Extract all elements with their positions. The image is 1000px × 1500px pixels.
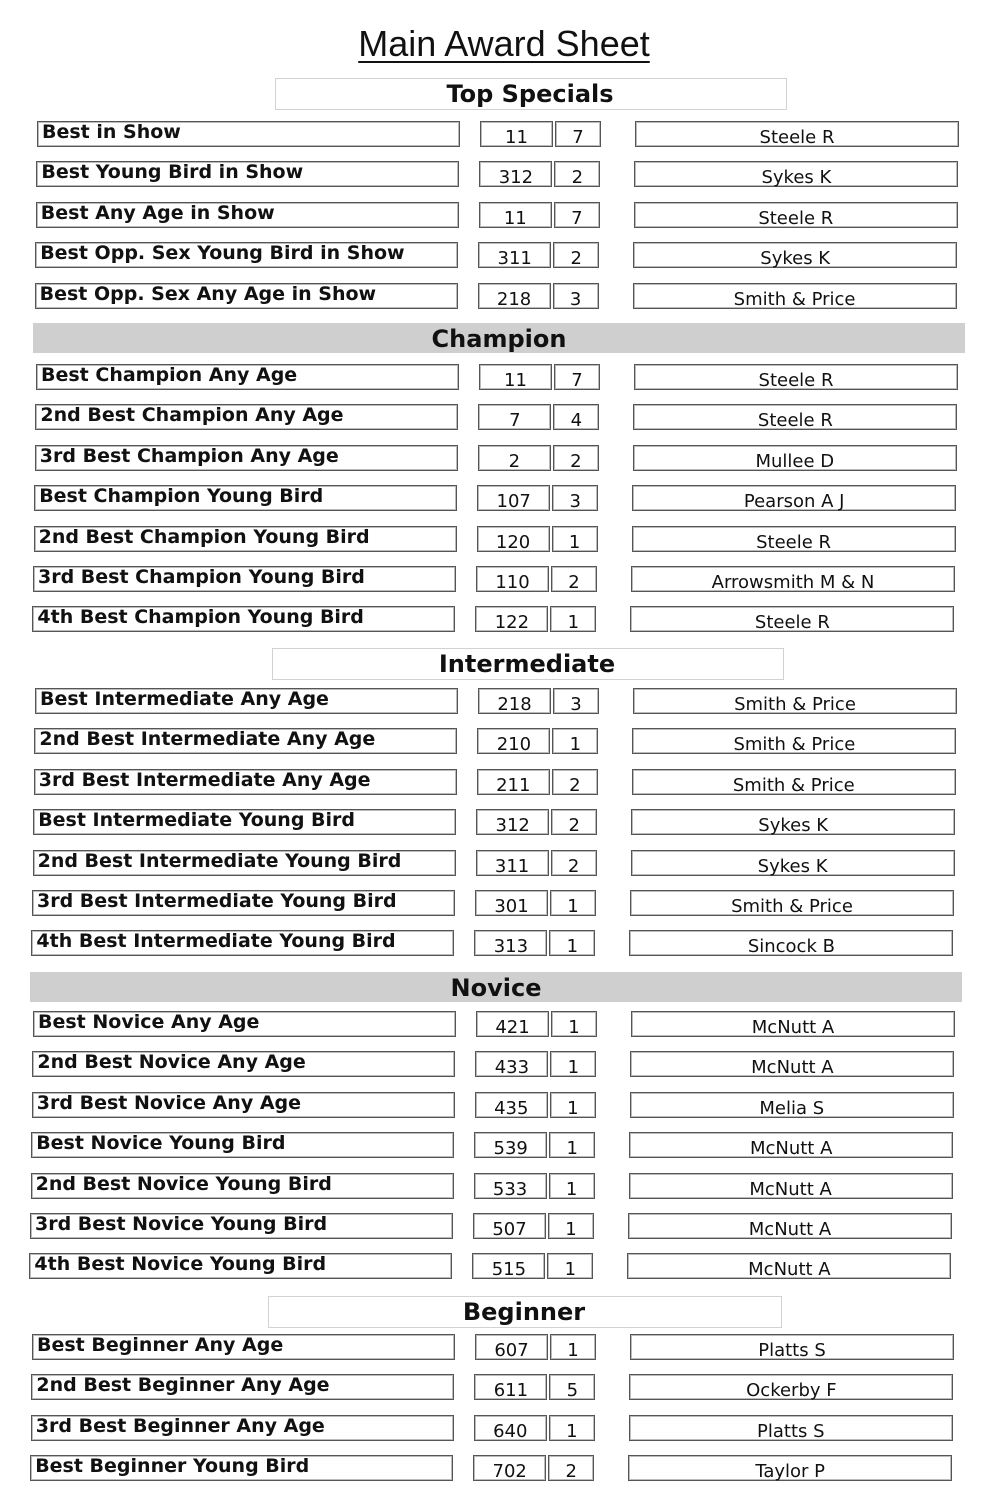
class-position: 2 [570, 248, 582, 270]
award-label: 3rd Best Novice Young Bird [35, 1213, 328, 1235]
class-position-cell [553, 445, 599, 471]
winner-cell [629, 930, 953, 956]
winner-cell [633, 404, 957, 430]
award-label-cell [33, 850, 456, 876]
class-position: 5 [566, 1380, 579, 1402]
award-label-cell [35, 404, 458, 430]
award-label-cell [36, 364, 459, 390]
award-label-cell [29, 1253, 452, 1279]
award-label-cell [35, 688, 458, 714]
winner-name: Melia S [759, 1097, 825, 1119]
award-label: Best Intermediate Young Bird [38, 809, 355, 832]
pen-number-cell [478, 242, 551, 268]
class-position-cell [553, 242, 599, 268]
pen-number-cell [478, 445, 551, 471]
award-row [30, 1455, 960, 1483]
award-label-cell [30, 1455, 453, 1481]
winner-name: McNutt A [751, 1057, 834, 1079]
pen-number: 311 [494, 855, 530, 877]
award-label: 2nd Best Novice Young Bird [35, 1172, 332, 1195]
class-position: 1 [566, 1420, 578, 1442]
class-position: 4 [570, 410, 583, 432]
class-position-cell [548, 1213, 594, 1239]
class-position: 1 [567, 1340, 579, 1361]
pen-number-cell [477, 526, 550, 552]
class-position-cell [549, 1415, 595, 1441]
winner-cell [629, 1132, 953, 1158]
class-position: 1 [565, 1219, 577, 1240]
pen-number: 218 [497, 694, 532, 715]
award-label: Best Champion Any Age [41, 364, 298, 386]
pen-number: 301 [494, 896, 529, 917]
award-label-cell [31, 930, 454, 956]
class-position: 2 [568, 572, 580, 593]
pen-number: 11 [504, 370, 527, 391]
section-title-novice: Novice [450, 974, 542, 1002]
class-position: 7 [571, 207, 583, 229]
class-position-cell [553, 283, 599, 309]
winner-cell [634, 202, 958, 228]
award-label-cell [34, 728, 457, 754]
award-row [33, 809, 963, 837]
winner-name: Arrowsmith M & N [711, 572, 875, 593]
award-label: 3rd Best Beginner Any Age [35, 1414, 325, 1437]
winner-cell [630, 1051, 954, 1077]
class-position: 1 [566, 936, 579, 958]
winner-cell [629, 1415, 953, 1441]
winner-cell [632, 526, 956, 552]
class-position: 1 [568, 1017, 580, 1038]
class-position-cell [550, 606, 596, 632]
class-position: 7 [571, 370, 583, 391]
pen-number: 607 [494, 1340, 529, 1361]
award-row [35, 688, 965, 716]
winner-name: Sincock B [747, 936, 835, 958]
pen-number: 640 [493, 1420, 528, 1442]
award-label: 4th Best Intermediate Young Bird [36, 930, 396, 953]
pen-number-cell [478, 283, 551, 309]
pen-number-cell [478, 688, 551, 714]
award-label: Best Champion Young Bird [39, 485, 324, 508]
winner-name: Pearson A J [743, 491, 845, 513]
award-label-cell [31, 1132, 454, 1158]
award-label: 2nd Best Intermediate Any Age [39, 728, 376, 751]
pen-number: 211 [496, 774, 531, 796]
pen-number-cell [475, 1334, 548, 1360]
class-position-cell [554, 364, 600, 390]
pen-number: 311 [497, 248, 532, 270]
winner-cell [627, 1253, 951, 1279]
award-label-cell [32, 1092, 455, 1118]
pen-number: 507 [492, 1219, 527, 1240]
pen-number-cell [474, 1132, 547, 1158]
award-label: 3rd Best Champion Young Bird [38, 566, 365, 588]
winner-name: Platts S [758, 1340, 826, 1361]
class-position: 1 [567, 1057, 580, 1079]
pen-number-cell [479, 202, 552, 228]
class-position-cell [555, 121, 601, 147]
award-label: 2nd Best Novice Any Age [37, 1051, 306, 1074]
award-row [33, 566, 963, 594]
award-label: 3rd Best Champion Any Age [39, 444, 339, 467]
winner-cell [632, 728, 956, 754]
award-label-cell [36, 161, 459, 187]
pen-number-cell [476, 809, 549, 835]
winner-name: Sykes K [760, 248, 831, 270]
pen-number: 11 [505, 127, 528, 148]
award-row [35, 283, 965, 311]
class-position-cell [554, 202, 600, 228]
pen-number-cell [474, 1374, 547, 1400]
pen-number-cell [474, 930, 547, 956]
pen-number-cell [473, 1455, 546, 1481]
winner-name: Steele R [759, 127, 835, 148]
award-label-cell [34, 526, 457, 552]
class-position: 2 [569, 774, 581, 796]
class-position: 1 [566, 1138, 578, 1160]
pen-number: 533 [492, 1178, 528, 1200]
class-position-cell [550, 890, 596, 916]
winner-name: Taylor P [755, 1461, 826, 1483]
pen-number: 421 [495, 1017, 530, 1038]
winner-name: Sykes K [757, 855, 828, 877]
award-row [30, 1213, 960, 1241]
winner-name: McNutt A [751, 1017, 835, 1038]
award-label-cell [34, 485, 457, 511]
award-label-cell [33, 809, 456, 835]
class-position: 2 [571, 167, 584, 189]
pen-number: 7 [509, 410, 521, 432]
award-label-cell [30, 1213, 453, 1239]
class-position-cell [549, 1374, 595, 1400]
award-label: Best in Show [42, 121, 181, 143]
winner-cell [632, 485, 956, 511]
winner-name: Ockerby F [746, 1380, 837, 1402]
winner-cell [629, 1374, 953, 1400]
pen-number: 433 [494, 1057, 530, 1079]
award-row [34, 485, 964, 513]
award-row [34, 526, 964, 554]
award-row [37, 121, 967, 149]
class-position-cell [550, 1334, 596, 1360]
class-position-cell [553, 404, 599, 430]
award-row [34, 728, 964, 756]
winner-name: Steele R [757, 410, 833, 432]
pen-number-cell [475, 890, 548, 916]
class-position-cell [551, 566, 597, 592]
award-row [31, 1374, 961, 1402]
class-position: 2 [570, 450, 582, 472]
winner-cell [630, 890, 954, 916]
winner-name: McNutt A [748, 1259, 831, 1281]
class-position-cell [551, 809, 597, 835]
award-label: Best Novice Any Age [38, 1011, 260, 1033]
class-position-cell [550, 1051, 596, 1077]
pen-number-cell [474, 1173, 547, 1199]
winner-name: Smith & Price [733, 288, 856, 310]
pen-number: 218 [496, 288, 532, 310]
award-label: 3rd Best Intermediate Any Age [38, 768, 371, 791]
award-label-cell [33, 566, 456, 592]
award-label: 2nd Best Intermediate Young Bird [37, 849, 402, 872]
class-position: 1 [565, 1178, 578, 1200]
winner-name: Mullee D [755, 450, 835, 472]
winner-name: Platts S [757, 1420, 825, 1442]
winner-name: McNutt A [749, 1138, 833, 1160]
winner-cell [630, 606, 954, 632]
winner-name: Smith & Price [732, 774, 855, 796]
award-label-cell [32, 1051, 455, 1077]
award-label: Best Beginner Any Age [37, 1334, 284, 1356]
class-position-cell [552, 728, 598, 754]
winner-cell [628, 1455, 952, 1481]
class-position-cell [549, 1173, 595, 1199]
award-label-cell [33, 1011, 456, 1037]
award-row [31, 1173, 961, 1201]
award-label-cell [35, 242, 458, 268]
award-label-cell [36, 202, 459, 228]
winner-cell [631, 850, 955, 876]
winner-name: Smith & Price [731, 896, 853, 917]
class-position-cell [552, 485, 598, 511]
winner-cell [631, 1011, 955, 1037]
pen-number: 539 [493, 1138, 528, 1160]
award-row [32, 1051, 962, 1079]
winner-name: Sykes K [761, 167, 832, 189]
section-title-top-specials: Top Specials [446, 80, 614, 108]
pen-number-cell [476, 850, 549, 876]
class-position-cell [551, 1011, 597, 1037]
award-label: Best Novice Young Bird [36, 1132, 286, 1155]
winner-name: Smith & Price [734, 694, 856, 715]
winner-cell [635, 121, 959, 147]
award-label-cell [34, 769, 457, 795]
sheet-title: Main Award Sheet [358, 23, 650, 64]
class-position: 3 [569, 288, 582, 310]
pen-number-cell [477, 769, 550, 795]
class-position-cell [547, 1253, 593, 1279]
winner-cell [633, 445, 957, 471]
class-position-cell [551, 850, 597, 876]
pen-number-cell [476, 566, 549, 592]
pen-number-cell [475, 1051, 548, 1077]
class-position: 3 [570, 694, 582, 715]
award-label-cell [31, 1173, 454, 1199]
winner-cell [629, 1173, 953, 1199]
award-row [29, 1253, 959, 1281]
award-row [35, 445, 965, 473]
award-label: 4th Best Novice Young Bird [34, 1253, 327, 1276]
pen-number: 122 [494, 612, 530, 634]
pen-number: 435 [494, 1097, 529, 1119]
pen-number: 312 [498, 167, 534, 189]
award-row [33, 850, 963, 878]
award-row [35, 404, 965, 432]
class-position-cell [549, 1132, 595, 1158]
award-label: Best Opp. Sex Any Age in Show [39, 282, 377, 305]
winner-cell [630, 1334, 954, 1360]
class-position: 1 [564, 1259, 577, 1281]
pen-number: 210 [496, 734, 532, 756]
award-row [31, 1132, 961, 1160]
winner-name: McNutt A [748, 1219, 832, 1240]
award-row [36, 161, 966, 189]
winner-cell [633, 688, 957, 714]
award-row [33, 1011, 963, 1039]
winner-cell [634, 161, 958, 187]
award-label: Best Young Bird in Show [41, 161, 304, 184]
pen-number-cell [473, 1213, 546, 1239]
pen-number: 515 [491, 1259, 527, 1281]
award-label-cell [32, 606, 455, 632]
class-position: 1 [567, 1097, 579, 1119]
class-position-cell [554, 161, 600, 187]
winner-cell [633, 242, 957, 268]
pen-number: 2 [508, 450, 521, 472]
pen-number-cell [475, 1092, 548, 1118]
award-label-cell [31, 1374, 454, 1400]
pen-number: 702 [492, 1461, 527, 1483]
award-label: 3rd Best Novice Any Age [36, 1091, 302, 1114]
pen-number: 107 [496, 491, 531, 513]
award-label: Best Beginner Young Bird [35, 1455, 310, 1478]
award-label-cell [35, 445, 458, 471]
award-row [34, 769, 964, 797]
award-row [32, 1092, 962, 1120]
award-label: Best Any Age in Show [40, 201, 275, 224]
class-position: 3 [569, 491, 581, 513]
pen-number-cell [472, 1253, 545, 1279]
section-title-intermediate: Intermediate [438, 650, 616, 678]
class-position: 1 [568, 531, 581, 553]
winner-cell [628, 1213, 952, 1239]
winner-cell [630, 1092, 954, 1118]
pen-number: 611 [493, 1380, 529, 1402]
winner-name: Steele R [758, 207, 834, 229]
award-label: 2nd Best Champion Young Bird [38, 525, 370, 548]
winner-name: Steele R [758, 370, 834, 391]
class-position-cell [548, 1455, 594, 1481]
winner-name: Steele R [756, 531, 832, 553]
pen-number: 11 [503, 207, 527, 229]
award-row [36, 202, 966, 230]
winner-name: Sykes K [758, 815, 829, 837]
award-label-cell [32, 890, 455, 916]
class-position-cell [550, 1092, 596, 1118]
pen-number: 120 [495, 531, 531, 553]
winner-cell [632, 769, 956, 795]
class-position: 2 [568, 815, 580, 837]
class-position-cell [552, 769, 598, 795]
award-row [31, 930, 961, 958]
award-label-cell [31, 1415, 454, 1441]
award-label-cell [37, 121, 460, 147]
award-row [31, 1415, 961, 1443]
award-row [35, 242, 965, 270]
class-position: 7 [572, 127, 584, 148]
award-label: Best Opp. Sex Young Bird in Show [40, 242, 405, 265]
award-row [32, 1334, 962, 1362]
class-position: 2 [567, 855, 580, 877]
class-position: 1 [567, 612, 580, 634]
award-label-cell [35, 283, 458, 309]
award-row [36, 364, 966, 392]
class-position: 1 [569, 734, 582, 756]
section-title-champion: Champion [431, 325, 567, 353]
winner-cell [631, 566, 955, 592]
class-position-cell [553, 688, 599, 714]
class-position-cell [549, 930, 595, 956]
class-position-cell [552, 526, 598, 552]
pen-number-cell [479, 161, 552, 187]
pen-number-cell [475, 606, 548, 632]
award-row [32, 606, 962, 634]
pen-number-cell [477, 485, 550, 511]
class-position: 1 [567, 896, 579, 917]
winner-name: Steele R [754, 612, 830, 634]
pen-number-cell [477, 728, 550, 754]
award-label: 2nd Best Beginner Any Age [36, 1374, 330, 1397]
pen-number: 312 [495, 815, 530, 837]
pen-number-cell [480, 121, 553, 147]
award-label: 2nd Best Champion Any Age [40, 404, 344, 427]
pen-number: 110 [495, 572, 530, 593]
pen-number-cell [476, 1011, 549, 1037]
award-label: 4th Best Champion Young Bird [37, 606, 364, 629]
award-label-cell [32, 1334, 455, 1360]
pen-number-cell [474, 1415, 547, 1441]
section-title-beginner: Beginner [462, 1298, 586, 1326]
winner-cell [634, 364, 958, 390]
award-label: Best Intermediate Any Age [40, 688, 329, 710]
pen-number-cell [478, 404, 551, 430]
winner-name: Smith & Price [733, 734, 856, 756]
pen-number: 313 [493, 936, 529, 958]
award-label: 3rd Best Intermediate Young Bird [37, 890, 397, 912]
award-row [32, 890, 962, 918]
winner-cell [633, 283, 957, 309]
pen-number-cell [479, 364, 552, 390]
winner-name: McNutt A [749, 1178, 832, 1200]
winner-cell [631, 809, 955, 835]
class-position: 2 [565, 1461, 577, 1483]
